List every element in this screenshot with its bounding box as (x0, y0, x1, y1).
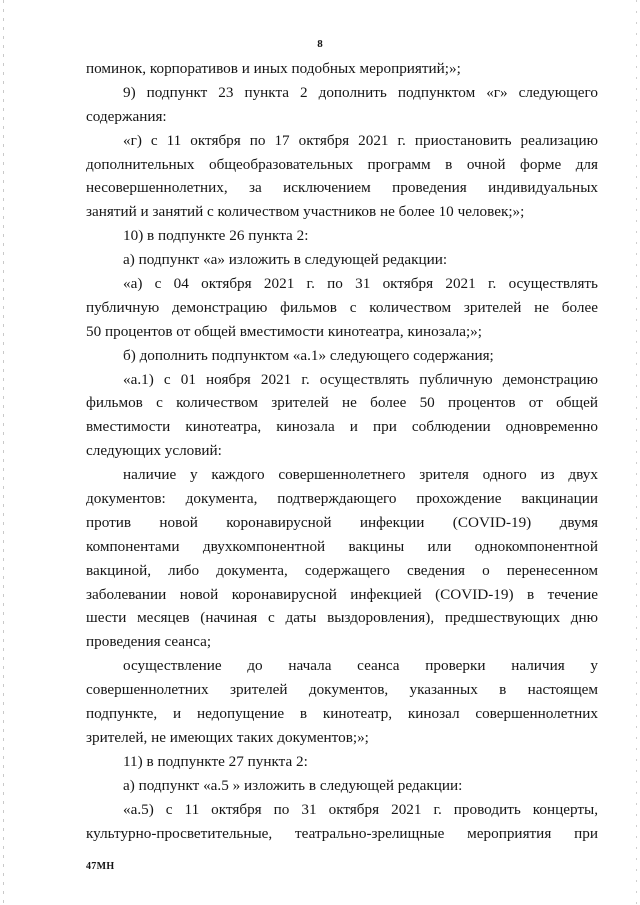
text-line: вместимости кинотеатра, кинозала и при соблюдении одновременно (86, 418, 598, 436)
text-line: б) дополнить подпунктом «а.1» следующего содержания; (123, 346, 494, 364)
text-line: компонентами двухкомпонентной вакцины или однокомпонентной (86, 537, 598, 555)
text-line: наличие у каждого совершеннолетнего зрителя одного из двух (123, 466, 598, 484)
text-line: осуществление до начала сеанса проверки наличия у (123, 657, 598, 675)
text-line: совершеннолетних зрителей документов, указанных в настоящем (86, 681, 598, 699)
text-line: против новой коронавирусной инфекции (COVID-19) двумя (86, 513, 598, 531)
text-line: фильмов с количеством зрителей не более 50 процентов от общей (86, 394, 598, 412)
text-line: шести месяцев (начиная с даты выздоровления), предшествующих дню (86, 609, 598, 627)
text-line: «а) с 04 октября 2021 г. по 31 октября 2021 г. осуществлять (123, 275, 598, 293)
text-line: 10) в подпункте 26 пункта 2: (123, 227, 309, 245)
scan-edge-right (636, 0, 637, 905)
page-number: 8 (317, 38, 323, 50)
text-line: 9) подпункт 23 пункта 2 дополнить подпунктом «г» следующего (123, 83, 598, 101)
text-line: проведения сеанса; (86, 633, 212, 651)
scan-edge-left (3, 0, 4, 905)
text-line: заболевании новой коронавирусной инфекцией (COVID-19) в течение (86, 585, 598, 603)
text-line: документов: документа, подтверждающего прохождение вакцинации (86, 490, 598, 508)
text-line: «г) с 11 октября по 17 октября 2021 г. приостановить реализацию (123, 131, 598, 149)
text-line: «а.5) с 11 октября по 31 октября 2021 г. проводить концерты, (123, 800, 598, 818)
text-line: а) подпункт «а.5 » изложить в следующей редакции: (123, 776, 463, 794)
text-line: следующих условий: (86, 442, 222, 460)
text-line: 50 процентов от общей вместимости кинотеатра, кинозала;»; (86, 322, 482, 340)
text-line: публичную демонстрацию фильмов с количеством зрителей не более (86, 298, 598, 316)
text-line: культурно-просветительные, театрально-зрелищные мероприятия при (86, 824, 598, 842)
text-line: дополнительных общеобразовательных программ в очной форме для (86, 155, 598, 173)
text-line: занятий и занятий с количеством участников не более 10 человек;»; (86, 203, 525, 221)
text-line: а) подпункт «а» изложить в следующей редакции: (123, 251, 448, 269)
text-line: содержания: (86, 107, 167, 125)
text-line: вакциной, либо документа, содержащего сведения о перенесенном (86, 561, 598, 579)
text-line: несовершеннолетних, за исключением проведения индивидуальных (86, 179, 598, 197)
text-line: «а.1) с 01 ноября 2021 г. осуществлять публичную демонстрацию (123, 370, 598, 388)
text-line: подпункте, и недопущение в кинотеатр, кинозал совершеннолетних (86, 705, 598, 723)
document-body (86, 57, 598, 845)
text-line: 11) в подпункте 27 пункта 2: (123, 752, 308, 770)
footer-document-code: 47МН (86, 861, 115, 872)
text-line: зрителей, не имеющих таких документов;»; (86, 728, 369, 746)
text-line: поминок, корпоративов и иных подобных мероприятий;»; (86, 60, 461, 77)
